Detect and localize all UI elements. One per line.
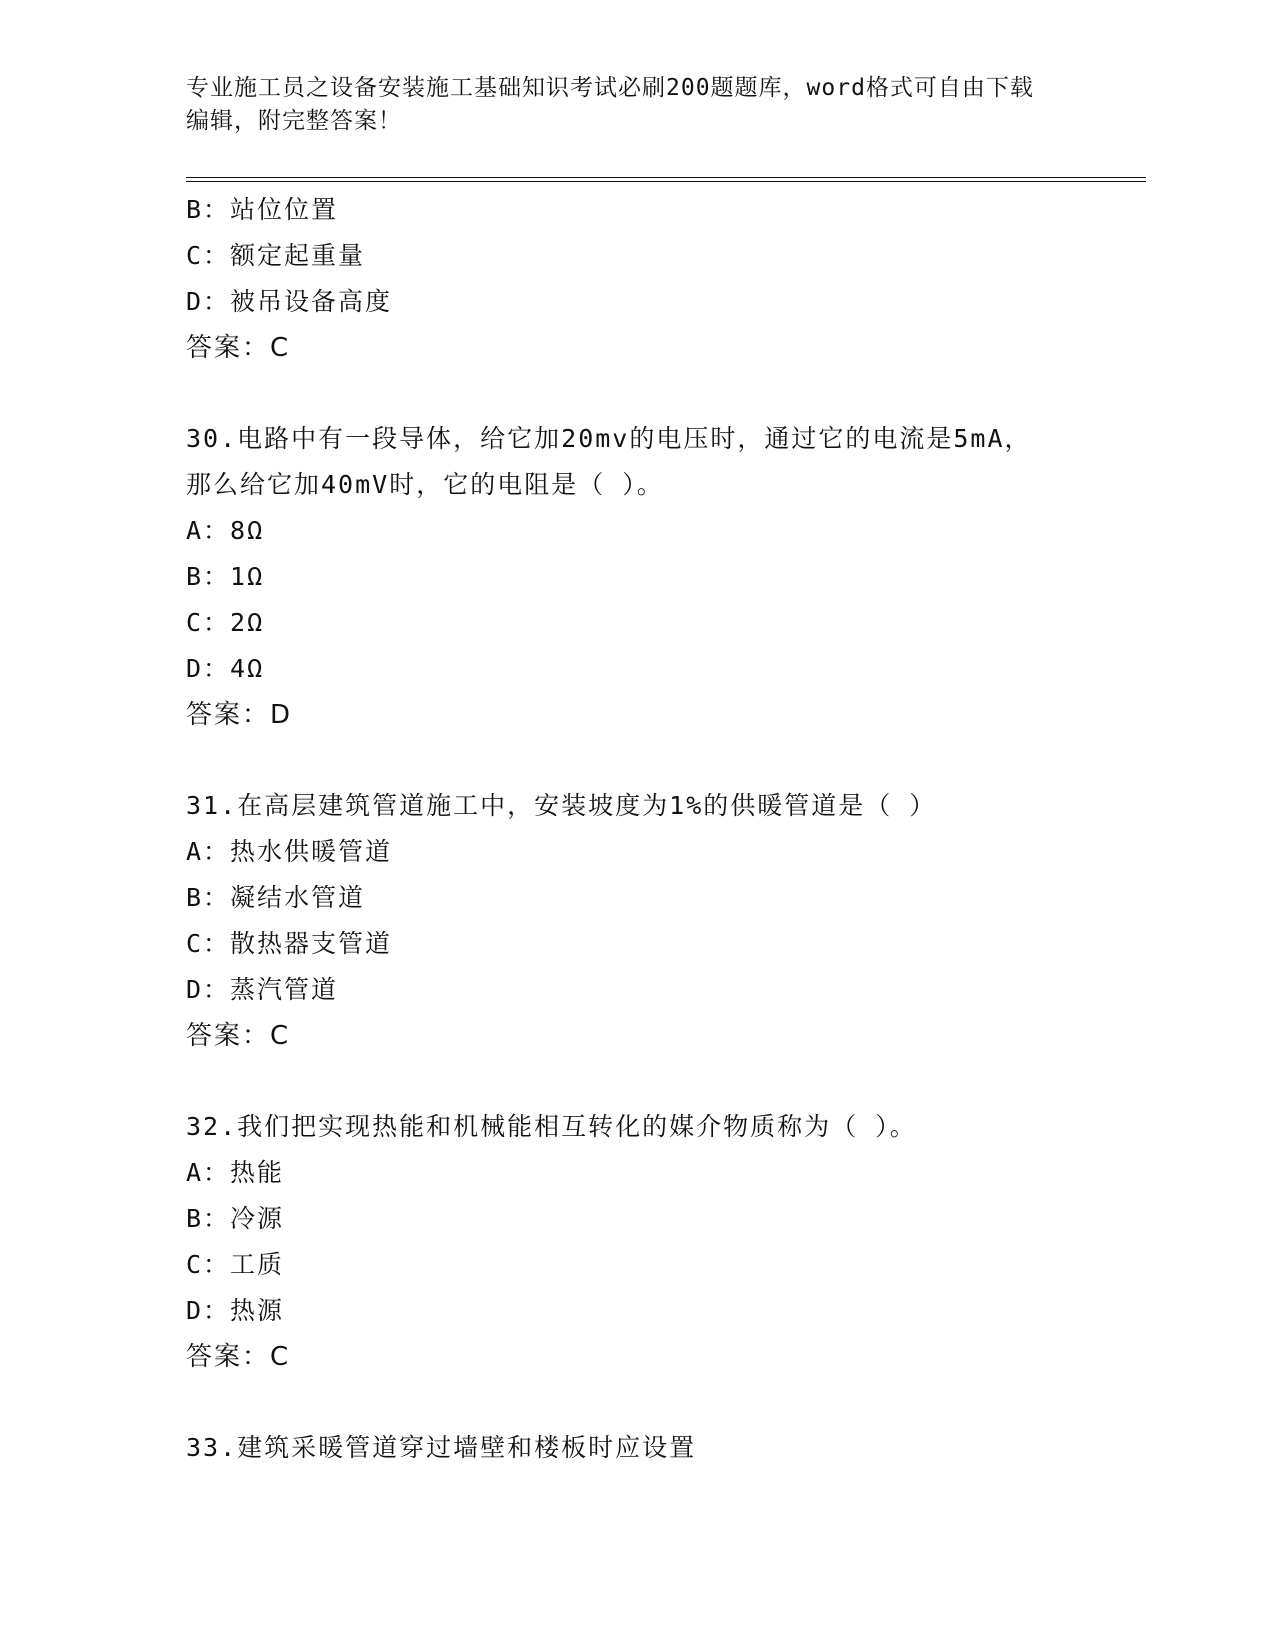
question-stem: 33.建筑采暖管道穿过墙壁和楼板时应设置 [186, 1433, 697, 1462]
question-stem-line-2: 那么给它加40mV时，它的电阻是（ ）。 [186, 470, 664, 499]
option-c: C：散热器支管道 [186, 929, 393, 958]
answer-label: 答案：C [186, 333, 291, 363]
answer-label: 答案：C [186, 1342, 291, 1372]
question-stem: 31.在高层建筑管道施工中，安装坡度为1%的供暖管道是（ ） [186, 791, 937, 820]
question-31 [186, 783, 1086, 1059]
option-a: A：热能 [186, 1158, 285, 1187]
question-stem-line-1: 30.电路中有一段导体，给它加20mv的电压时，通过它的电流是5mA， [186, 424, 1032, 453]
header-title-line-1: 专业施工员之设备安装施工基础知识考试必刷200题题库，word格式可自由下载 [186, 75, 1034, 101]
option-c: C：额定起重量 [186, 241, 366, 270]
option-d: D：4Ω [186, 654, 265, 683]
question-spacer [186, 1059, 1086, 1104]
option-b: B：冷源 [186, 1204, 285, 1233]
option-b: B：1Ω [186, 562, 265, 591]
question-list [186, 187, 1086, 1471]
question-stem: 32.我们把实现热能和机械能相互转化的媒介物质称为（ ）。 [186, 1112, 917, 1141]
option-c: C：2Ω [186, 608, 265, 637]
option-d: D：热源 [186, 1296, 285, 1325]
document-header [186, 72, 1086, 138]
question-33 [186, 1425, 1086, 1471]
header-title-line-2: 编辑，附完整答案！ [186, 108, 402, 134]
question-spacer [186, 738, 1086, 783]
question-32 [186, 1104, 1086, 1380]
option-d: D：蒸汽管道 [186, 975, 339, 1004]
answer-label: 答案：D [186, 700, 293, 730]
question-29-tail [186, 187, 1086, 371]
option-d: D：被吊设备高度 [186, 287, 393, 316]
header-divider-bottom [186, 181, 1146, 182]
option-a: A：8Ω [186, 516, 265, 545]
question-spacer [186, 1380, 1086, 1425]
answer-label: 答案：C [186, 1021, 291, 1051]
option-b: B：凝结水管道 [186, 883, 366, 912]
option-b: B：站位位置 [186, 195, 339, 224]
question-30 [186, 416, 1086, 738]
header-divider-top [186, 177, 1146, 178]
option-a: A：热水供暖管道 [186, 837, 393, 866]
question-spacer [186, 371, 1086, 416]
option-c: C：工质 [186, 1250, 285, 1279]
